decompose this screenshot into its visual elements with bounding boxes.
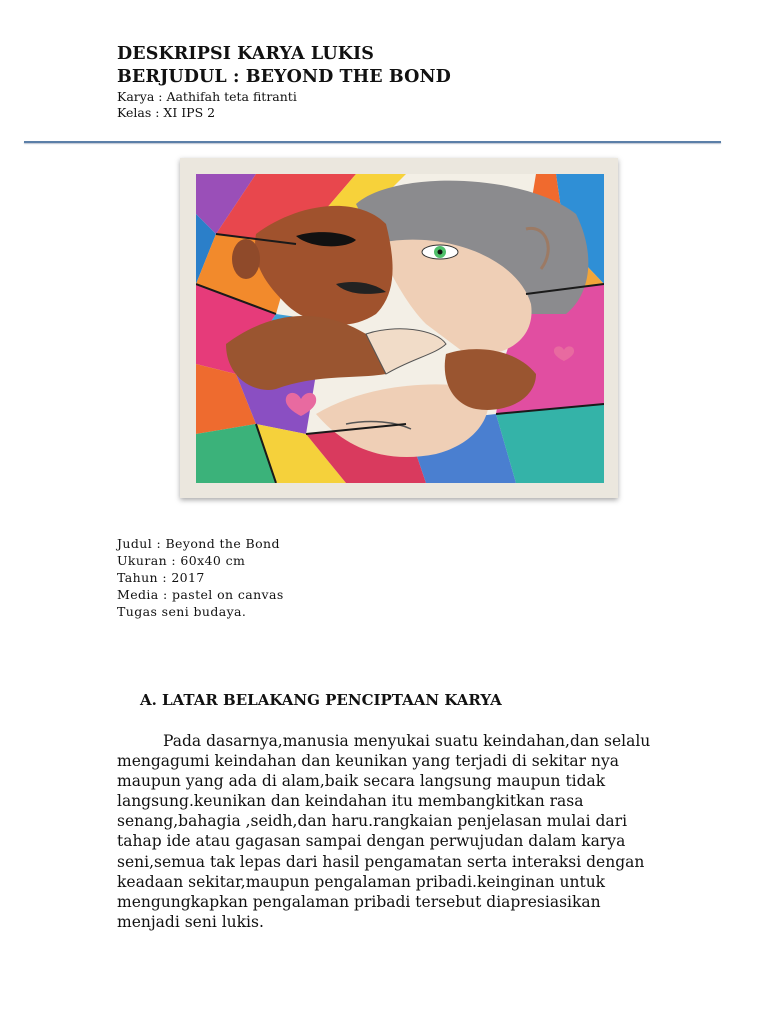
document-title — [117, 43, 451, 89]
info-media: Media : pastel on canvas — [117, 587, 284, 602]
paragraph-line: seni,semua tak lepas dari hasil pengamatan serta interaksi dengan — [117, 852, 645, 871]
section-title: LATAR BELAKANG PENCIPTAAN KARYA — [162, 691, 502, 709]
author-meta — [117, 89, 297, 121]
paragraph-line: mengagumi keindahan dan keunikan yang terjadi di sekitar nya — [117, 752, 619, 771]
artwork-info — [117, 535, 284, 620]
paragraph-line: mengungkapkan pengalaman pribadi tersebut diapresiasikan — [117, 892, 601, 911]
paragraph-line: langsung.keunikan dan keindahan itu membangkitkan rasa — [117, 792, 584, 811]
artwork-frame — [180, 158, 618, 498]
section-number: A. — [140, 691, 157, 709]
info-tahun: Tahun : 2017 — [117, 570, 205, 585]
paragraph-line: tahap ide atau gagasan sampai dengan perwujudan dalam karya — [117, 832, 626, 851]
header-divider — [24, 141, 721, 143]
section-a-heading — [140, 690, 502, 710]
title-line-2: BERJUDUL : BEYOND THE BOND — [117, 67, 451, 87]
info-ukuran: Ukuran : 60x40 cm — [117, 553, 246, 568]
title-line-1: DESKRIPSI KARYA LUKIS — [117, 44, 375, 64]
karya-line: Karya : Aathifah teta fitranti — [117, 89, 297, 104]
paragraph-line: senang,bahagia ,seidh,dan haru.rangkaian penjelasan mulai dari — [117, 812, 628, 831]
paragraph-line: maupun yang ada di alam,baik secara langsung maupun tidak — [117, 772, 606, 791]
info-tugas: Tugas seni budaya. — [117, 604, 247, 619]
paragraph-line: menjadi seni lukis. — [117, 912, 264, 931]
painting-illustration — [196, 174, 604, 483]
artwork-painting — [196, 174, 604, 483]
kelas-line: Kelas : XI IPS 2 — [117, 105, 216, 120]
info-judul: Judul : Beyond the Bond — [117, 536, 280, 551]
section-a-paragraph — [117, 731, 657, 932]
paragraph-line: Pada dasarnya,manusia menyukai suatu keindahan,dan selalu — [163, 732, 651, 750]
paragraph-line: keadaan sekitar,maupun pengalaman pribadi.keinginan untuk — [117, 872, 606, 891]
